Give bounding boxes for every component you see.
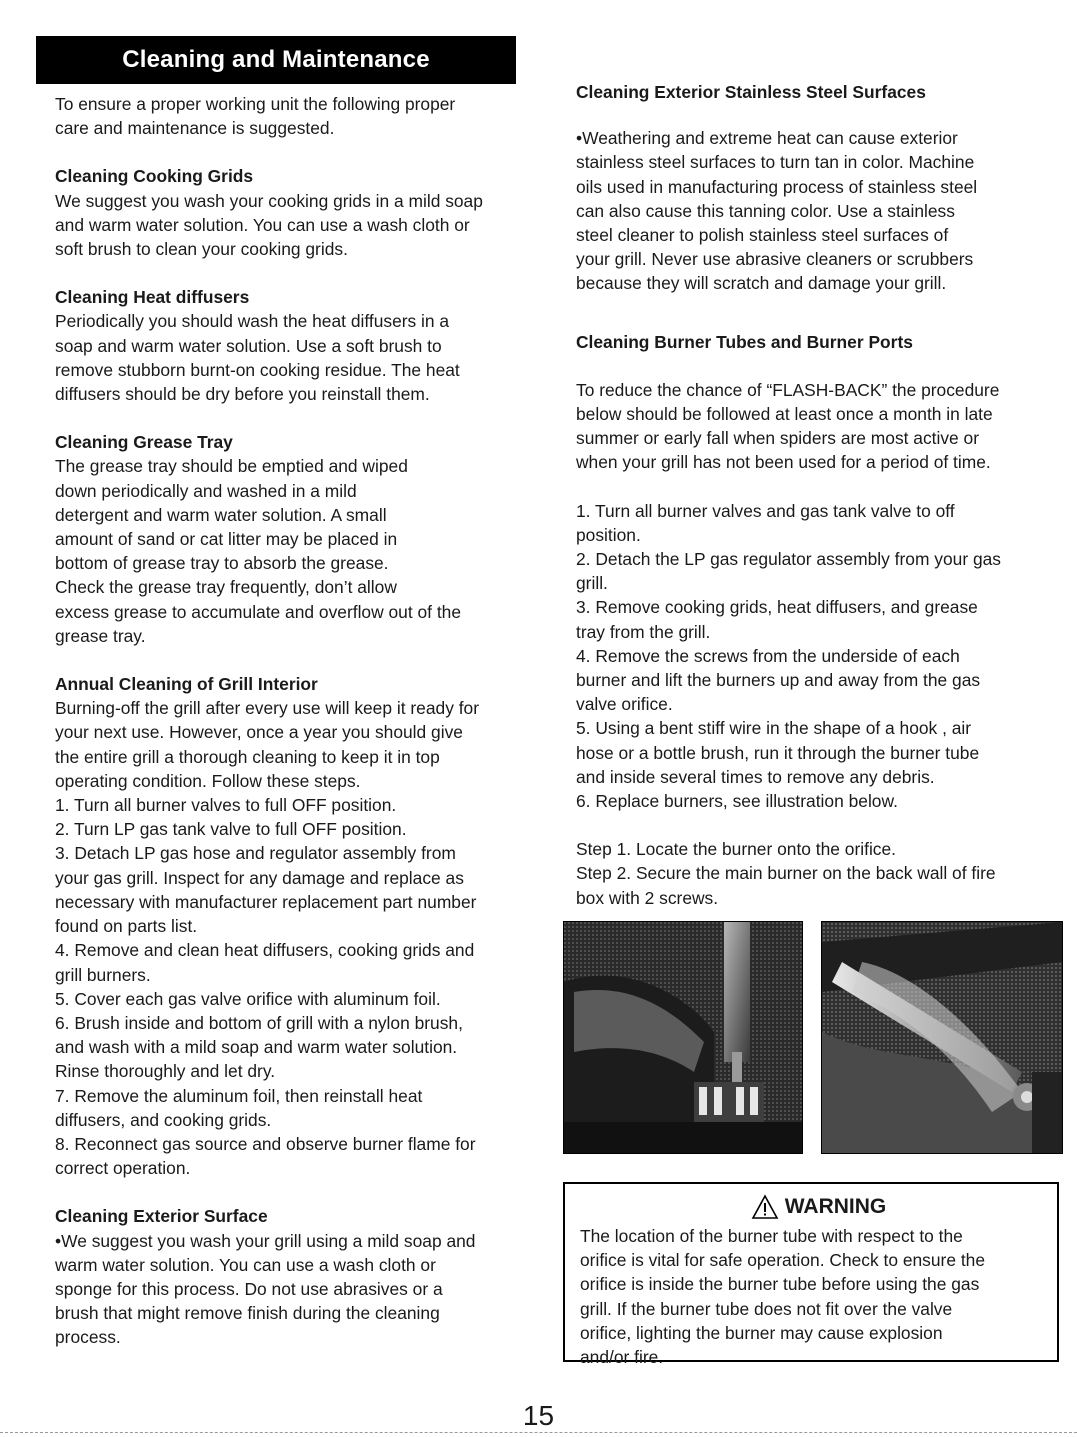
exterior-surface-text: •We suggest you wash your grill using a mild soap and warm water solution. You can use a wash cloth or sponge for this process. Do not use abrasives or a brush that might remove finish during the cleaning process. [55,1230,476,1348]
list-item: 4. Remove and clean heat diffusers, cooking grids and grill burners. [55,940,475,985]
heat-diffusers-text: Periodically you should wash the heat diffusers in a soap and warm water solution. Use a soft brush to remove stubborn burnt-on cooking residue. The heat diffusers should be dry before you reinstall them. [55,311,460,405]
list-item: 3. Remove cooking grids, heat diffusers, and grease tray from the grill. [576,597,978,642]
list-item: 7. Remove the aluminum foil, then reinstall heat diffusers, and cooking grids. [55,1085,423,1130]
burner-tubes-text: To reduce the chance of “FLASH-BACK” the procedure below should be followed at least once a month in late summer or early fall when spiders are most active or when your grill has not been used for a period of time. [576,379,1000,473]
exterior-surface-section [55,1204,550,1349]
annual-cleaning-steps [55,793,550,1180]
grease-tray-section [55,430,550,648]
annual-cleaning-heading: Annual Cleaning of Grill Interior [55,674,318,695]
list-item: 6. Brush inside and bottom of grill with a nylon brush, and wash with a mild soap and warm water solution. Rinse thoroughly and let dry. [55,1012,463,1082]
warning-title: WARNING [784,1195,887,1218]
section-banner [36,36,516,84]
burner-tubes-heading: Cleaning Burner Tubes and Burner Ports [576,331,913,352]
list-item: Step 1. Locate the burner onto the orifice. [576,839,897,860]
page-title: Cleaning and Maintenance [122,46,430,73]
burner-orifice-image [564,922,802,1153]
cooking-grids-text: We suggest you wash your cooking grids in a mild soap and warm water solution. You can use a wash cloth or soft brush to clean your cooking grids. [55,190,483,260]
list-item: 3. Detach LP gas hose and regulator assembly from your gas grill. Inspect for any damage and replace as necessary with manufacturer replacement part number found on parts list. [55,843,477,937]
list-item: 5. Using a bent stiff wire in the shape of a hook , air hose or a bottle brush, run it through the burner tube and inside several times to remove any debris. [576,718,980,787]
warning-text: The location of the burner tube with respect to the orifice is vital for safe operation. Check to ensure the orifice is inside the burner tube before using the gas grill. If the burner tube does not fit over the valve orifice, lighting the burner may cause explosion and/or fire. [580,1226,986,1368]
list-item: 8. Reconnect gas source and observe burner flame for correct operation. [55,1133,476,1179]
list-item: 1. Turn all burner valves to full OFF position. [55,795,397,816]
intro-section [55,92,550,140]
list-item: Step 2. Secure the main burner on the back wall of fire box with 2 screws. [576,863,996,908]
annual-cleaning-section [55,672,550,1180]
warning-header [580,1194,1057,1220]
burner-tubes-section [576,330,1068,910]
burner-screw-image [822,922,1062,1153]
list-item: 5. Cover each gas valve orifice with aluminum foil. [55,988,441,1009]
heat-diffusers-heading: Cleaning Heat diffusers [55,287,250,308]
intro-text: To ensure a proper working unit the following proper care and maintenance is suggested. [55,94,456,139]
cooking-grids-section [55,164,550,261]
right-column [576,80,1068,934]
burner-install-steps [576,837,1068,910]
page-number: 15 [522,1400,555,1431]
warning-triangle-icon [751,1194,779,1220]
list-item: 6. Replace burners, see illustration below. [576,791,898,812]
stainless-text: •Weathering and extreme heat can cause exterior stainless steel surfaces to turn tan in color. Machine oils used in manufacturing process of stainless steel can also cause this tanning color. Use a stainless steel cleaner to polish stainless steel surfaces of your grill. Never use abrasive cleaners or scrubbers because they will scratch and damage your grill. [576,128,978,294]
list-item: 1. Turn all burner valves and gas tank valve to off position. [576,500,955,545]
bottom-divider [0,1432,1077,1433]
left-column [55,92,550,1374]
list-item: 2. Detach the LP gas regulator assembly from your gas grill. [576,549,1002,594]
grease-tray-text: The grease tray should be emptied and wiped down periodically and washed in a mild detergent and warm water solution. A small amount of sand or cat litter may be placed in bottom of grease tray to absorb the grease. Check the grease tray frequently, don’t allow excess grease to accumulate and overflow out of the grease tray. [55,456,462,646]
annual-cleaning-text: Burning-off the grill after every use will keep it ready for your next use. However, once a year you should give the entire grill a thorough cleaning to keep it in top operating condition. Follow these steps. [55,698,480,791]
stainless-section [576,80,1068,296]
burner-illustrations [563,921,1063,1152]
cooking-grids-heading: Cleaning Cooking Grids [55,166,254,187]
burner-orifice-photo [563,921,803,1154]
burner-tubes-steps [576,499,1068,814]
heat-diffusers-section [55,285,550,406]
grease-tray-heading: Cleaning Grease Tray [55,432,233,453]
list-item: 2. Turn LP gas tank valve to full OFF position. [55,819,407,840]
warning-box [563,1182,1059,1368]
exterior-surface-heading: Cleaning Exterior Surface [55,1206,268,1227]
burner-screw-photo [821,921,1063,1154]
stainless-heading: Cleaning Exterior Stainless Steel Surfaces [576,82,926,102]
list-item: 4. Remove the screws from the underside of each burner and lift the burners up and away from the gas valve orifice. [576,645,981,715]
